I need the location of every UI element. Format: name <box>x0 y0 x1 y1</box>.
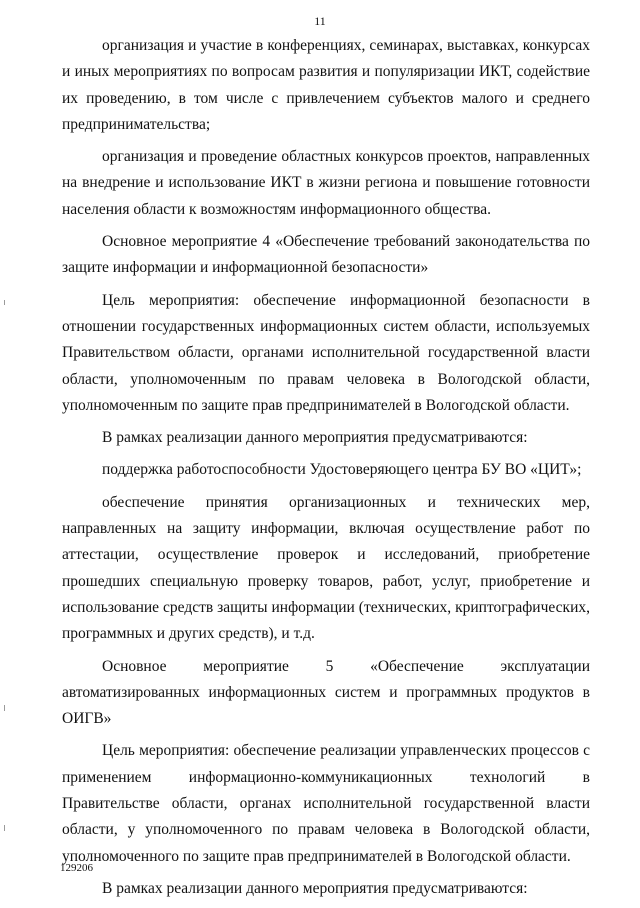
scan-artifact-line <box>4 825 5 831</box>
measure-4-heading: Основное мероприятие 4 «Обеспечение требований законодательства по защите информации и информационной безопасности» <box>62 233 590 277</box>
paragraph: В рамках реализации данного мероприятия предусматриваются: <box>102 879 528 897</box>
paragraph: обеспечение принятия организационных и технических мер, направленных на защиту информации, включая осуществление работ по аттестации, осуществление проверок и исследований, приобретение прошедших специальную проверку товаров, работ, услуг, приобретение и использование средств защиты информации (технических, криптографических, программных и других средств), и т.д. <box>62 493 590 643</box>
paragraph: поддержка работоспособности Удостоверяющего центра БУ ВО «ЦИТ»; <box>102 461 582 479</box>
paragraph: организация и проведение областных конкурсов проектов, направленных на внедрение и использование ИКТ в жизни региона и повышение готовности населения области к возможностям информационного общества. <box>62 148 590 218</box>
document-code: 129206 <box>60 862 93 874</box>
document-body <box>62 33 590 908</box>
paragraph: организация и участие в конференциях, семинарах, выставках, конкурсах и иных мероприятиях по вопросам развития и популяризации ИКТ, содействие их проведению, в том числе с привлечением субъектов малого и среднего предпринимательства; <box>62 37 590 133</box>
scan-artifact-line <box>4 705 5 711</box>
paragraph: Цель мероприятия: обеспечение информационной безопасности в отношении государственных информационных систем области, используемых Правительством области, органами исполнительной государственной власти области, уполномоченным по правам человека в Вологодской области, уполномоченным по защите прав предпринимателей в Вологодской области. <box>62 291 590 414</box>
page-number: 11 <box>314 14 326 28</box>
scan-artifact-line <box>4 300 5 305</box>
measure-5-heading: Основное мероприятие 5 «Обеспечение эксплуатации автоматизированных информационных систем и программных продуктов в ОИГВ» <box>62 657 590 728</box>
paragraph: В рамках реализации данного мероприятия предусматриваются: <box>102 429 528 447</box>
paragraph: Цель мероприятия: обеспечение реализации управленческих процессов с применением информационно-коммуникационных технологий в Правительстве области, органах исполнительной государственной власти области, у уполномоченного по правам человека в Вологодской области, уполномоченного по защите прав предпринимателей в Вологодской области. <box>62 742 590 865</box>
